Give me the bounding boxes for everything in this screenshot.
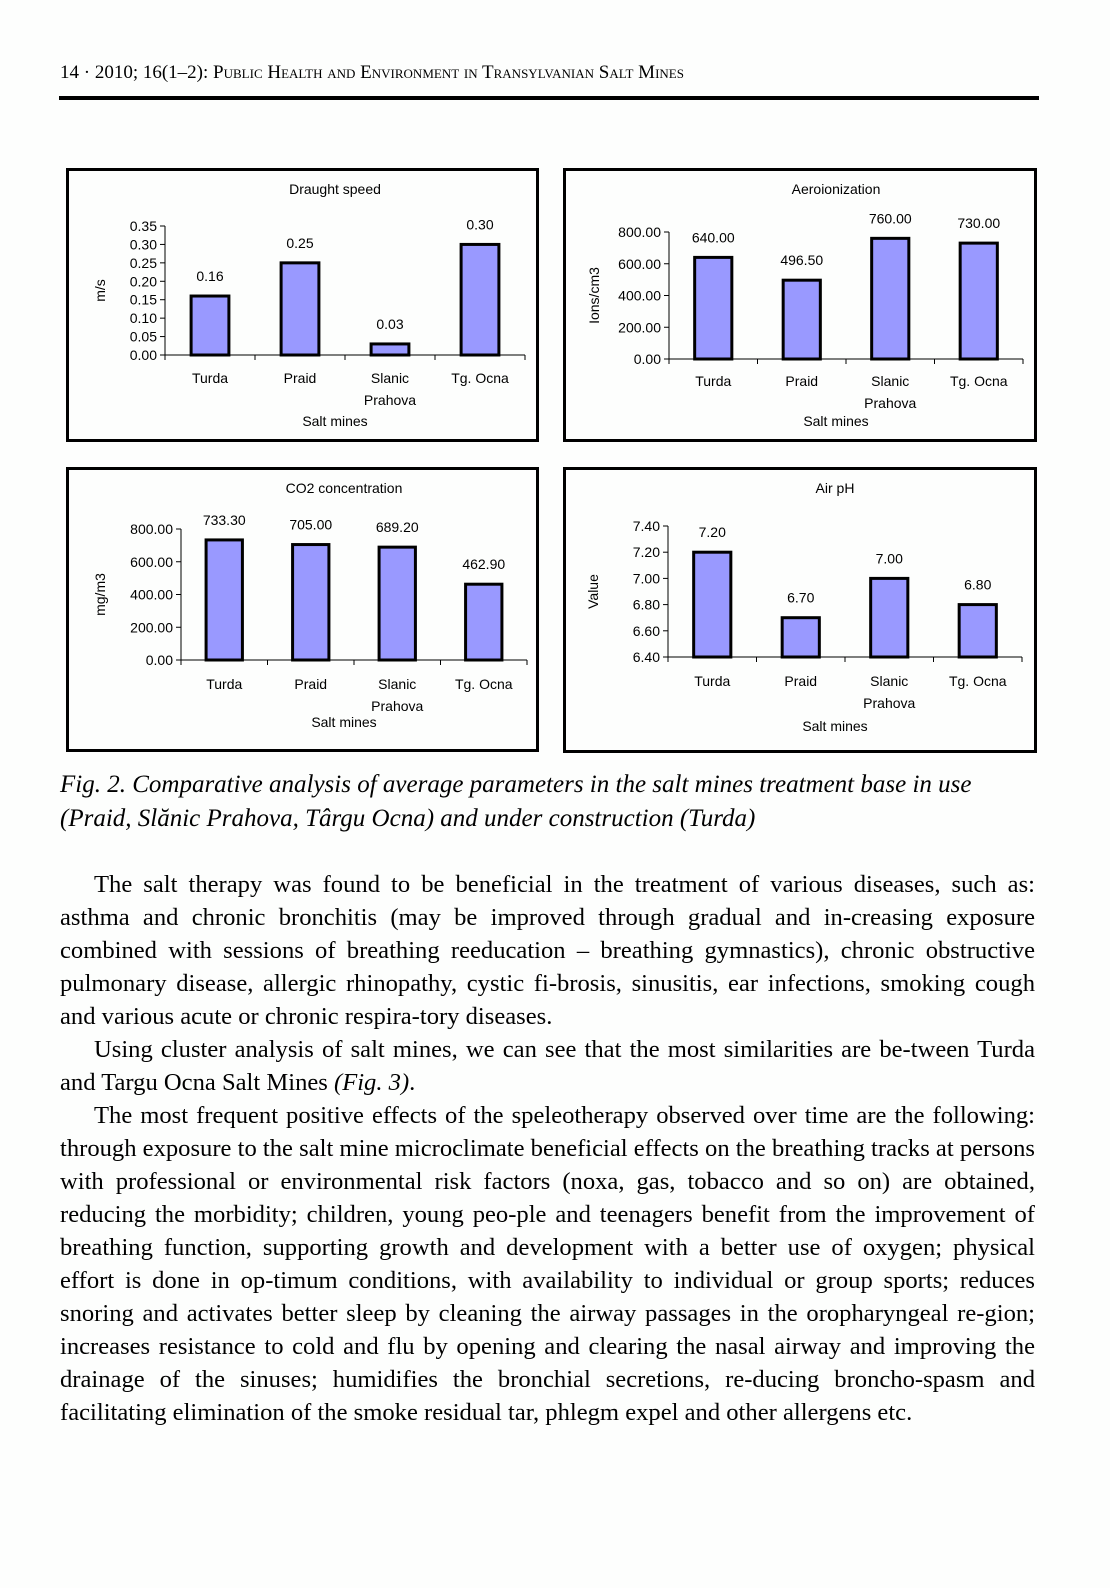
x-category-label: Tg. Ocna xyxy=(451,370,509,386)
bar xyxy=(191,296,229,355)
y-tick-label: 0.35 xyxy=(129,218,157,234)
chart-title: CO2 concentration xyxy=(285,480,403,496)
x-category-label: Prahova xyxy=(863,695,916,711)
y-tick-label: 0.00 xyxy=(129,347,157,363)
bar-value-label: 689.20 xyxy=(375,519,419,536)
x-category-label: Slanic xyxy=(870,673,909,689)
y-tick-label: 0.20 xyxy=(129,273,157,290)
y-axis-label: Ions/cm3 xyxy=(586,267,602,324)
y-tick-label: 6.40 xyxy=(632,649,660,665)
chart-aeroionization xyxy=(563,168,1037,442)
y-axis-label: Value xyxy=(585,574,601,609)
figure-reference: (Fig. 3) xyxy=(334,1069,410,1096)
journal-title: Public Health and Environment in Transylvanian Salt Mines xyxy=(213,62,684,83)
y-tick-label: 0.00 xyxy=(145,652,173,668)
bar-value-label: 760.00 xyxy=(868,210,912,227)
bar-value-label: 462.90 xyxy=(462,556,506,573)
paragraph-text: Using cluster analysis of salt mines, we can see that the most similarities are be-tween Turda and Targu Ocna Salt Mines xyxy=(60,1036,1035,1096)
y-tick-label: 7.40 xyxy=(632,518,660,534)
chart-svg xyxy=(566,171,1034,439)
y-tick-label: 200.00 xyxy=(130,619,173,636)
y-tick-label: 800.00 xyxy=(618,224,661,240)
y-tick-label: 6.60 xyxy=(632,622,660,639)
chart-draught-speed xyxy=(66,168,539,442)
bar-value-label: 7.00 xyxy=(875,550,903,567)
x-category-label: Slanic xyxy=(370,370,410,386)
paragraph-cluster-analysis xyxy=(60,1033,1035,1099)
y-tick-label: 7.00 xyxy=(632,570,660,587)
chart-title: Draught speed xyxy=(289,181,381,197)
figure-caption: Fig. 2. Comparative analysis of average parameters in the salt mines treatment base in use (Praid, Slănic Prahova, Târgu Ocna) and under construction (Turda) xyxy=(60,771,972,832)
x-category-label: Praid xyxy=(283,370,317,386)
x-category-label: Praid xyxy=(785,373,819,389)
bar xyxy=(461,244,499,355)
bar xyxy=(293,545,329,660)
bar xyxy=(281,263,319,355)
x-category-label: Turda xyxy=(694,673,731,689)
page-number: 14 xyxy=(60,62,79,83)
x-axis-label: Salt mines xyxy=(311,714,377,730)
chart-co2-concentration xyxy=(66,467,539,752)
y-tick-label: 800.00 xyxy=(130,521,173,537)
issue-info: · 2010; 16(1–2): xyxy=(83,62,209,83)
bar-value-label: 640.00 xyxy=(691,229,735,246)
bar xyxy=(694,552,731,657)
bar xyxy=(872,238,909,359)
bar xyxy=(379,547,415,660)
x-category-label: Slanic xyxy=(871,373,910,389)
bar-value-label: 705.00 xyxy=(289,516,333,533)
y-tick-label: 400.00 xyxy=(618,287,661,304)
x-axis-label: Salt mines xyxy=(802,718,868,734)
y-tick-label: 0.15 xyxy=(129,291,157,308)
x-category-label: Tg. Ocna xyxy=(454,676,513,692)
x-category-label: Slanic xyxy=(378,676,417,692)
bar xyxy=(960,243,997,359)
bar xyxy=(959,605,996,657)
bar xyxy=(871,578,908,657)
x-category-label: Tg. Ocna xyxy=(948,673,1007,689)
chart-title: Air pH xyxy=(815,480,855,496)
paragraph-salt-therapy: The salt therapy was found to be beneficial in the treatment of various diseases, such as: asthma and chronic bronchitis (may be improved through gradual and in-creasing exposure combined with sessions of breathing reeducation – breathing gymnastics), chronic obstructive pulmonary disease, allergic rhinopathy, cystic fi-brosis, sinusitis, ear infections, smoking cough and various acute or chronic respira-tory diseases. xyxy=(60,871,1035,1030)
bar-value-label: 733.30 xyxy=(202,511,246,528)
bar xyxy=(782,618,819,657)
x-category-label: Turda xyxy=(191,370,229,386)
y-tick-label: 0.05 xyxy=(129,328,157,345)
chart-air-ph xyxy=(563,467,1037,753)
paragraph-text: . xyxy=(409,1069,416,1096)
y-tick-label: 0.10 xyxy=(129,310,157,327)
x-axis-label: Salt mines xyxy=(803,413,869,429)
bar xyxy=(371,344,409,355)
x-category-label: Tg. Ocna xyxy=(949,373,1008,389)
y-axis-label: m/s xyxy=(92,279,108,302)
y-tick-label: 600.00 xyxy=(618,255,661,272)
y-tick-label: 0.25 xyxy=(129,254,157,271)
bar xyxy=(695,257,732,359)
y-tick-label: 600.00 xyxy=(130,553,173,570)
bar-value-label: 0.30 xyxy=(466,216,494,233)
bar-value-label: 7.20 xyxy=(698,524,726,541)
y-axis-label: mg/m3 xyxy=(92,573,108,616)
bar xyxy=(783,280,820,359)
y-tick-label: 400.00 xyxy=(130,586,173,603)
y-tick-label: 0.00 xyxy=(633,351,661,367)
x-category-label: Praid xyxy=(294,676,328,692)
x-category-label: Turda xyxy=(206,676,243,692)
chart-svg xyxy=(69,470,536,749)
y-tick-label: 0.30 xyxy=(129,236,157,253)
bar-value-label: 730.00 xyxy=(957,215,1001,232)
chart-svg xyxy=(69,171,536,439)
x-category-label: Turda xyxy=(695,373,732,389)
bar-value-label: 0.25 xyxy=(286,234,314,251)
x-category-label: Prahova xyxy=(864,395,917,411)
chart-svg xyxy=(566,470,1034,750)
x-category-label: Praid xyxy=(784,673,818,689)
y-tick-label: 200.00 xyxy=(618,319,661,336)
bar-value-label: 0.03 xyxy=(376,315,404,332)
chart-title: Aeroionization xyxy=(791,181,881,197)
bar xyxy=(206,540,242,660)
x-axis-label: Salt mines xyxy=(302,413,368,429)
x-category-label: Prahova xyxy=(371,698,424,714)
bar-value-label: 6.80 xyxy=(964,576,992,593)
y-tick-label: 7.20 xyxy=(632,544,660,561)
running-head xyxy=(60,62,684,84)
bar-value-label: 6.70 xyxy=(787,589,815,606)
y-tick-label: 6.80 xyxy=(632,596,660,613)
paragraph-positive-effects: The most frequent positive effects of the speleotherapy observed over time are the following: through exposure to the salt mine microclimate beneficial effects on the breathing tracks at persons with professional or environmental risk factors (noxa, gas, tobacco and so on) are obtained, reducing the morbidity; children, young peo-ple and teenagers benefit from the improvement of breathing function, supporting growth and development with a better use of oxygen; physical effort is done in op-timum conditions, with availability to individual or group sports; reduces snoring and activates better sleep by cleaning the airway passages in the oropharyngeal re-gion; increases resistance to cold and flu by opening and clearing the nasal airway and improving the drainage of the sinuses; humidifies the bronchial secretions, re-ducing broncho-spasm and facilitating elimination of the smoke residual tar, phlegm expel and other allergens etc. xyxy=(60,1102,1035,1426)
bar xyxy=(466,584,502,660)
bar-value-label: 0.16 xyxy=(196,268,224,285)
header-rule xyxy=(59,96,1039,100)
bar-value-label: 496.50 xyxy=(780,252,824,269)
x-category-label: Prahova xyxy=(363,392,417,408)
body-text xyxy=(60,868,1035,1429)
